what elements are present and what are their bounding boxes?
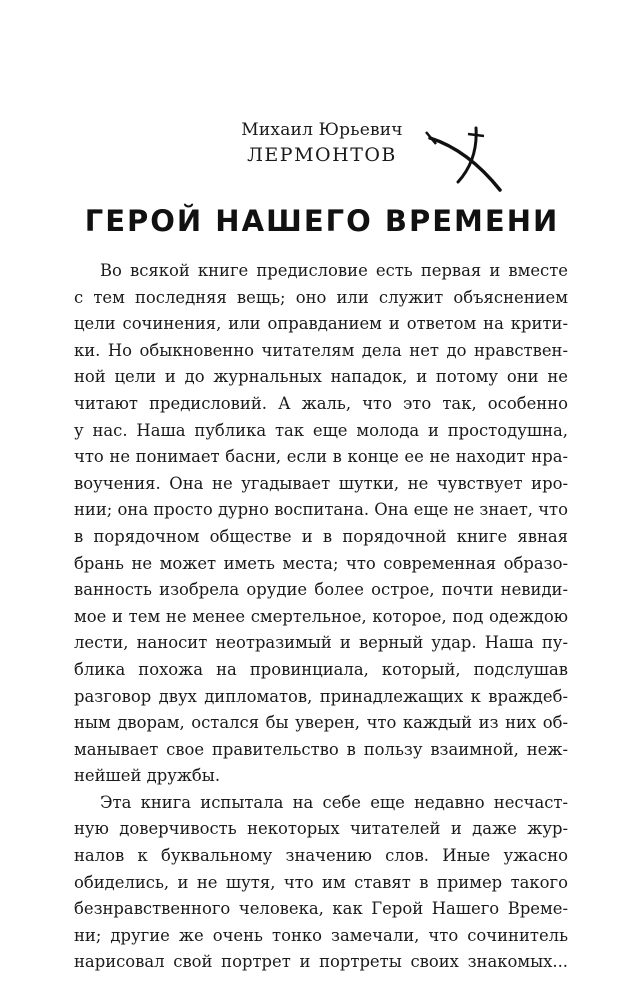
paragraph	[74, 258, 568, 790]
text-line: безнравственного человека, как Герой Нашего Време-	[74, 899, 568, 919]
text-line: ную доверчивость некоторых читателей и даже жур-	[74, 819, 568, 839]
text-line: лести, наносит неотразимый и верный удар. Наша пу-	[74, 633, 568, 653]
text-line: что не понимает басни, если в конце ее не находит нра-	[74, 447, 568, 467]
text-line: у нас. Наша публика так еще молода и простодушна,	[74, 420, 568, 440]
text-line: налов к буквальному значению слов. Иные ужасно	[74, 846, 568, 866]
text-line: нии; она просто дурно воспитана. Она еще не знает, что	[74, 500, 568, 520]
book-title: ГЕРОЙ НАШЕГО ВРЕМЕНИ	[84, 204, 560, 238]
text-line: манывает свое правительство в пользу взаимной, неж-	[74, 739, 568, 759]
text-line: блика похожа на провинциала, который, подслушав	[74, 659, 568, 679]
text-line: обиделись, и не шутя, что им ставят в пример такого	[74, 872, 568, 892]
text-line: ванность изобрела орудие более острое, почти невиди-	[74, 580, 568, 600]
paragraph	[74, 790, 568, 976]
text-line: ным дворам, остался бы уверен, что каждый из них об-	[74, 713, 568, 733]
preface-text	[74, 258, 568, 976]
text-line: ной цели и до журнальных нападок, и потому они не	[74, 367, 568, 387]
text-line: разговор двух дипломатов, принадлежащих к враждеб-	[74, 686, 568, 706]
author-name: Михаил Юрьевич	[241, 120, 403, 140]
book-header	[0, 118, 644, 168]
text-line: воучения. Она не угадывает шутки, не чувствует ирo-	[74, 473, 568, 493]
text-line: Эта книга испытала на себе еще недавно несчаст-	[100, 792, 568, 812]
text-line: ки. Но обыкновенно читателям дела нет до нравствен-	[74, 340, 568, 360]
text-line: ни; другие же очень тонко замечали, что сочинитель	[74, 925, 568, 945]
text-line: с тем последняя вещь; оно или служит объяснением	[74, 287, 568, 307]
crossed-sabers-icon	[418, 120, 518, 200]
text-line: брань не может иметь места; что современная образо-	[74, 553, 568, 573]
text-line: Во всякой книге предисловие есть первая и вместе	[100, 261, 568, 280]
text-line: цели сочинения, или оправданием и ответом на крити-	[74, 314, 568, 334]
author-surname: ЛЕРМОНТОВ	[247, 144, 397, 166]
text-line: мое и тем не менее смертельное, которое, под одеждою	[74, 606, 568, 626]
text-line: нарисовал свой портрет и портреты своих знакомых...	[74, 952, 568, 972]
text-line: читают предисловий. А жаль, что это так, особенно	[74, 393, 568, 413]
text-line: в порядочном обществе и в порядочной книге явная	[74, 526, 568, 546]
text-line: нейшей дружбы.	[74, 766, 221, 786]
